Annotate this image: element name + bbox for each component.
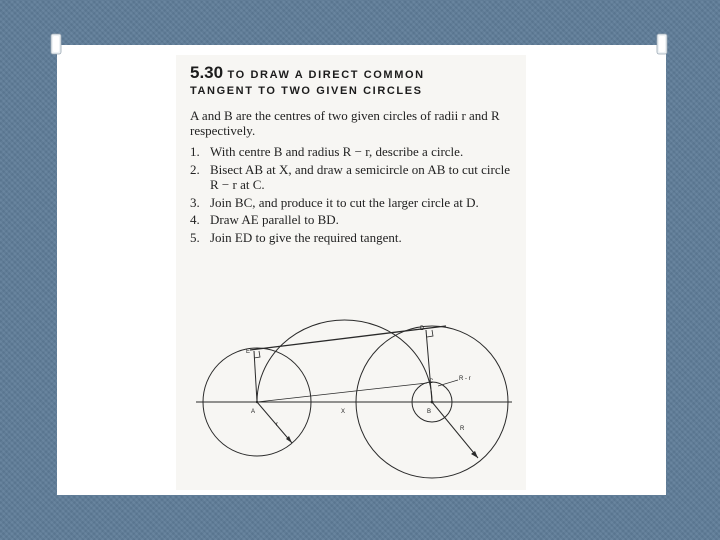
right-angle-mark: [254, 351, 260, 358]
section-number: 5.30: [190, 63, 224, 82]
label-r: r: [276, 422, 278, 428]
step-text: Draw AE parallel to BD.: [210, 212, 339, 227]
arrowhead-icon: [471, 451, 478, 458]
line-ae: [254, 351, 257, 402]
step-item: [190, 162, 520, 193]
centre-point-b: [431, 401, 434, 404]
label-r-minus-r: R - r: [459, 376, 471, 382]
label-x: X: [341, 409, 346, 415]
r-minus-r-leader: [438, 380, 458, 386]
step-text: Join ED to give the required tangent.: [210, 229, 402, 245]
step-item: [190, 144, 520, 160]
radius-r: [257, 402, 292, 443]
tangent-line: [250, 326, 446, 350]
line-ac: [257, 383, 427, 402]
step-text: Join BC, and produce it to cut the larger circle at D.: [210, 194, 479, 210]
step-number: 4.: [190, 212, 200, 227]
label-a: A: [251, 409, 256, 415]
label-c: C: [429, 379, 434, 385]
line-bd: [426, 330, 432, 402]
semicircle-ab: [257, 320, 432, 402]
step-number: 3.: [190, 194, 200, 210]
tangent-construction-diagram: [196, 308, 516, 480]
label-big-r: R: [460, 426, 465, 432]
steps-list: [190, 144, 520, 247]
title-line-1: TO DRAW A DIRECT COMMON: [227, 69, 425, 81]
pin-icon: [656, 33, 668, 53]
step-item: [190, 212, 520, 228]
step-item: [190, 230, 520, 246]
radius-R: [432, 402, 478, 458]
step-item: [190, 195, 520, 211]
pin-icon: [50, 33, 62, 53]
label-b: B: [427, 409, 432, 415]
step-text: With centre B and radius R − r, describe a circle.: [210, 144, 464, 159]
label-d: D: [420, 326, 425, 332]
right-angle-mark: [427, 330, 433, 337]
step-number: 2.: [190, 161, 200, 177]
section-title: [190, 63, 520, 98]
step-number: 1.: [190, 144, 200, 159]
centre-point-a: [256, 401, 258, 403]
label-e: E: [246, 349, 251, 355]
intro-text: A and B are the centres of two given circles of radii r and R respectively.: [190, 108, 500, 138]
step-number: 5.: [190, 229, 200, 245]
step-text: Bisect AB at X, and draw a semicircle on AB to cut circle R − r at C.: [210, 161, 510, 192]
title-line-2: TANGENT TO TWO GIVEN CIRCLES: [190, 85, 423, 98]
